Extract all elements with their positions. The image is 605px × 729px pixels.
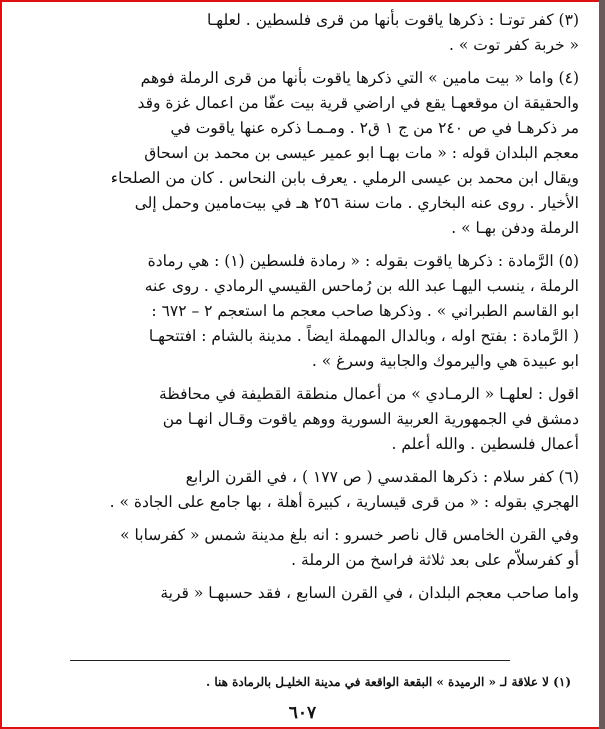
- paragraph-kafr-tuta: [24, 8, 579, 58]
- footnote-divider: [70, 660, 510, 661]
- text-line: اقول : لعلهـا « الرمـادي » من أعمال منطقة القطيفة في محافظة: [159, 385, 579, 403]
- paragraph-bayt-mamin: [24, 66, 579, 241]
- document-page: [2, 2, 605, 729]
- text-line: (٥) الرَّمادة : ذكرها ياقوت بقوله : « رمادة فلسطين (١) : هي رمادة: [147, 252, 579, 270]
- text-line: مر ذكرهـا في ص ٢٤٠ من ج ١ ق٢ . ومـمـا ذكره عنها ياقوت في: [170, 119, 579, 137]
- paragraph-kafr-salam: [24, 465, 579, 515]
- paragraph-mujam: [24, 581, 579, 606]
- paragraph-ramada: [24, 249, 579, 374]
- text-line: الرملة ودفن بهـا » .: [451, 219, 579, 237]
- text-line: واما صاحب معجم البلدان ، في القرن السابع ، فقد حسبهـا « قرية: [160, 584, 579, 602]
- text-line: وفي القرن الخامس قال ناصر خسرو : انه بلغ مدينة شمس « كفرسابا »: [120, 526, 579, 544]
- text-line: الهجري بقوله : « من قرى قيسارية ، كبيرة أهلة ، بها جامع على الجادة » .: [109, 493, 579, 511]
- text-line: « خربة كفر توت » .: [449, 36, 579, 54]
- text-line: أو كفرسلاّم على بعد ثلاثة فراسخ من الرملة .: [291, 551, 579, 569]
- text-line: الرملة ، ينسب اليهـا عبد الله بن رُماحس القيسي الرمادي . روى عنه: [144, 277, 579, 295]
- text-line: (٦) كفر سلام : ذكرها المقدسي ( ص ١٧٧ ) ، في القرن الرابع: [185, 468, 579, 486]
- text-line: ويقال ابن محمد بن عيسى الرملي . يعرف بابن النحاس . كان من الصلحاء: [110, 169, 579, 187]
- paragraph-comment: [24, 382, 579, 457]
- text-line: (٤) واما « بيت مامين » التي ذكرها ياقوت بأنها من قرى الرملة فوهم: [140, 69, 579, 87]
- text-line: دمشق في الجمهورية العربية السورية ووهم ياقوت وقـال انهـا من: [162, 410, 579, 428]
- text-line: ابو عبيدة هي واليرموك والجابية وسرغ » .: [311, 352, 579, 370]
- page-number: ٦٠٧: [288, 703, 317, 723]
- text-line: (٣) كفر توتـا : ذكرها ياقوت بأنها من قرى فلسطين . لعلهـا: [207, 11, 579, 29]
- text-line: أعمال فلسطين . والله أعلم .: [391, 435, 579, 453]
- text-line: ( الرَّمادة : بفتح اوله ، وبالدال المهملة ايضاً . مدينة بالشام : افتتحهـا: [148, 327, 579, 345]
- text-line: ابو القاسم الطبراني » . وذكرها صاحب معجم ما استعجم ٢ – ٦٧٢ :: [151, 302, 579, 320]
- footnote: (١) لا علاقة لـ « الرميدة » البقعة الواقعة في مدينة الخليـل بالرمادة هنا .: [205, 675, 571, 689]
- paragraph-nasir-khusraw: [24, 523, 579, 573]
- text-line: معجم البلدان قوله : « مات بهـا ابو عمير عيسى بن محمد بن اسحاق: [144, 144, 579, 162]
- text-line: الأخيار . روى عنه البخاري . مات سنة ٢٥٦ هـ في بيت‌مامين وحمل إلى: [134, 194, 579, 212]
- text-line: والحقيقة ان موقعهـا يقع في اراضي قرية بيت عفّا من اعمال غزة وقد: [137, 94, 579, 112]
